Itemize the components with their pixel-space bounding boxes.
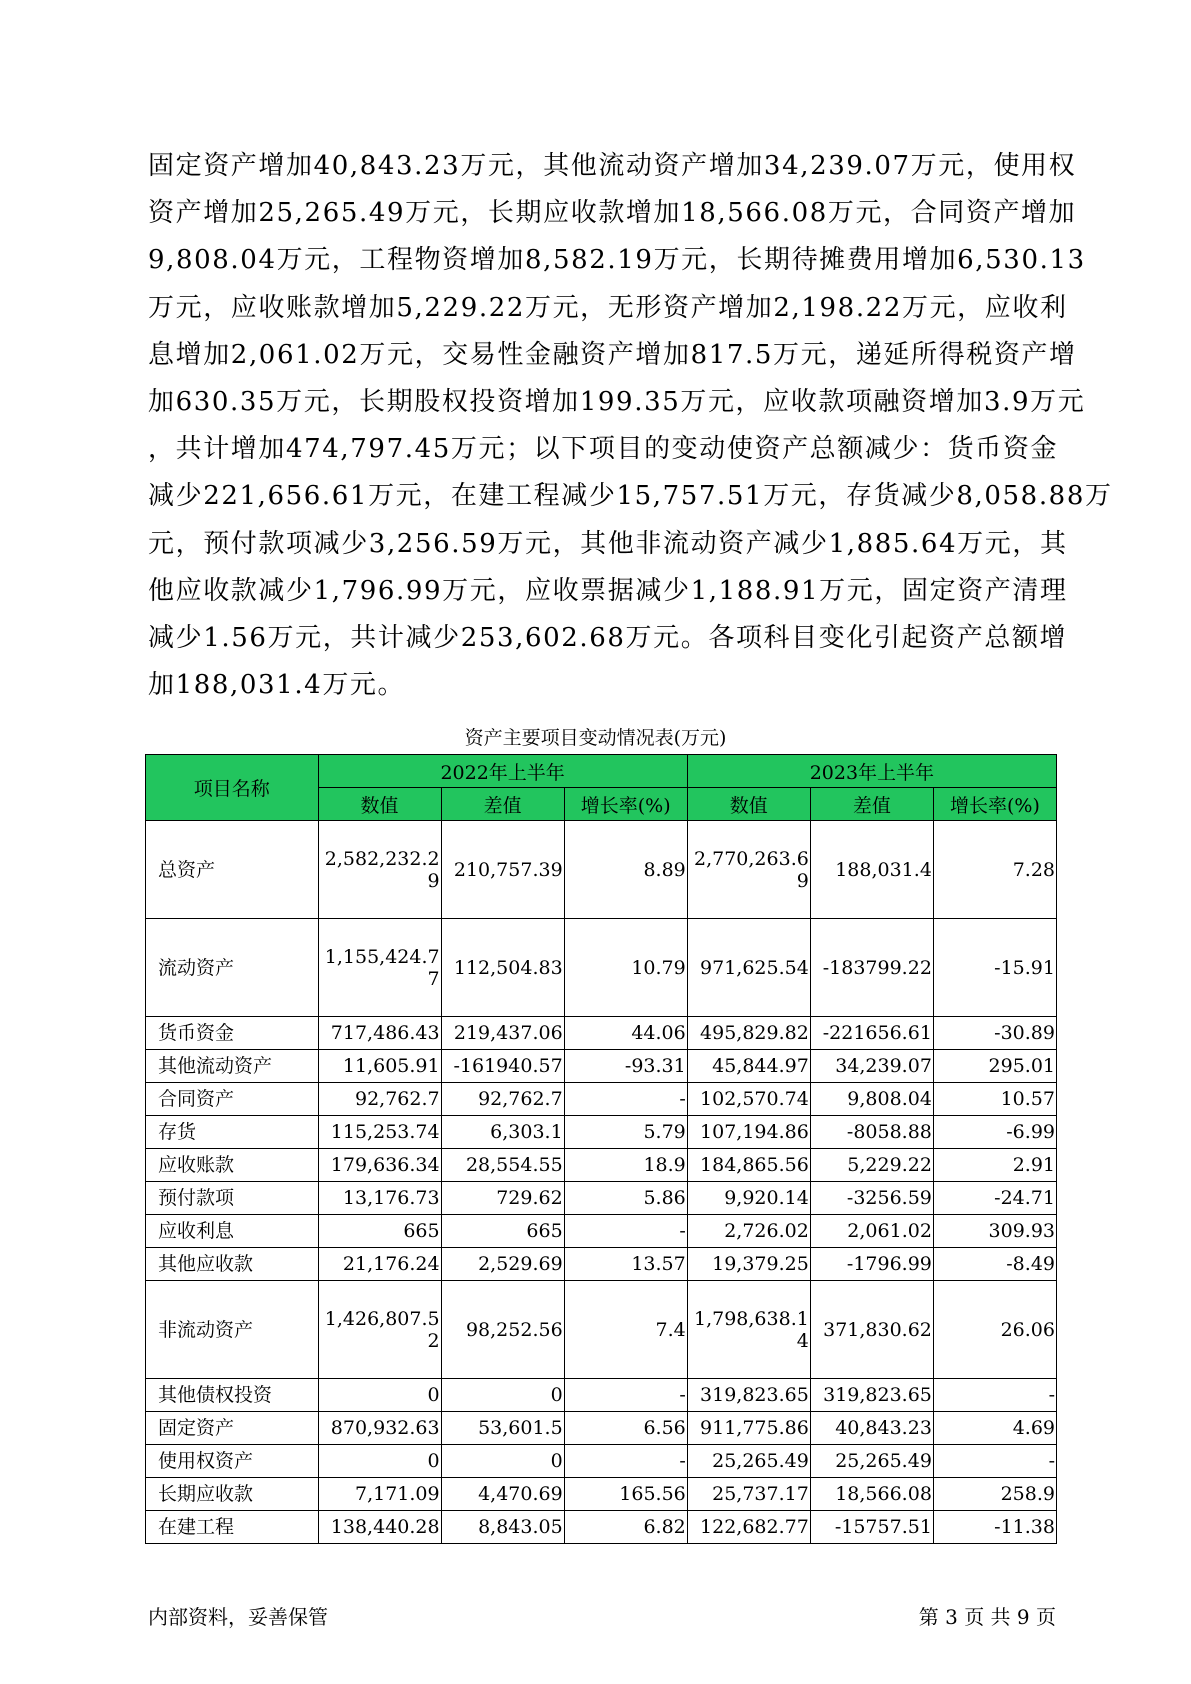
cell-value-2023: 319,823.65 — [687, 1379, 810, 1412]
table-row — [146, 1511, 1057, 1544]
row-item-name: 流动资产 — [146, 919, 319, 1017]
cell-growth-2022: - — [564, 1215, 687, 1248]
table-row — [146, 1083, 1057, 1116]
cell-diff-2022: 4,470.69 — [441, 1478, 564, 1511]
cell-diff-2022: 112,504.83 — [441, 919, 564, 1017]
cell-diff-2022: 2,529.69 — [441, 1248, 564, 1281]
cell-value-2022: 717,486.43 — [318, 1017, 441, 1050]
paragraph-line: 减少221,656.61万元，在建工程减少15,757.51万元，存货减少8,058.88万 — [148, 481, 1113, 512]
cell-value-2022: 179,636.34 — [318, 1149, 441, 1182]
cell-diff-2023: -221656.61 — [810, 1017, 933, 1050]
cell-growth-2022: - — [564, 1445, 687, 1478]
cell-growth-2022: 5.79 — [564, 1116, 687, 1149]
cell-value-2022: 92,762.7 — [318, 1083, 441, 1116]
cell-value-2022: 115,253.74 — [318, 1116, 441, 1149]
cell-diff-2023: 371,830.62 — [810, 1281, 933, 1379]
row-item-name: 存货 — [146, 1116, 319, 1149]
cell-growth-2022: 165.56 — [564, 1478, 687, 1511]
header-growth-2022: 增长率(%) — [564, 788, 687, 821]
header-item-name: 项目名称 — [146, 755, 319, 821]
paragraph-line: 息增加2,061.02万元，交易性金融资产增加817.5万元，递延所得税资产增 — [148, 339, 1077, 370]
table-row — [146, 1445, 1057, 1478]
cell-diff-2022: 98,252.56 — [441, 1281, 564, 1379]
cell-diff-2023: -3256.59 — [810, 1182, 933, 1215]
cell-value-2022: 1,155,424.77 — [318, 919, 441, 1017]
table-row — [146, 1281, 1057, 1379]
cell-value-2022: 2,582,232.29 — [318, 821, 441, 919]
cell-value-2023: 102,570.74 — [687, 1083, 810, 1116]
cell-diff-2023: 2,061.02 — [810, 1215, 933, 1248]
cell-growth-2023: 309.93 — [933, 1215, 1056, 1248]
cell-value-2023: 971,625.54 — [687, 919, 810, 1017]
cell-growth-2023: 26.06 — [933, 1281, 1056, 1379]
table-row — [146, 1116, 1057, 1149]
row-item-name: 长期应收款 — [146, 1478, 319, 1511]
table-row — [146, 1215, 1057, 1248]
cell-value-2023: 911,775.86 — [687, 1412, 810, 1445]
cell-diff-2022: 28,554.55 — [441, 1149, 564, 1182]
cell-value-2022: 0 — [318, 1379, 441, 1412]
table-header-row-group — [146, 755, 1057, 788]
cell-growth-2022: 8.89 — [564, 821, 687, 919]
cell-diff-2022: 0 — [441, 1379, 564, 1412]
cell-diff-2022: 210,757.39 — [441, 821, 564, 919]
cell-diff-2023: 188,031.4 — [810, 821, 933, 919]
cell-diff-2022: 92,762.7 — [441, 1083, 564, 1116]
cell-growth-2022: 10.79 — [564, 919, 687, 1017]
row-item-name: 非流动资产 — [146, 1281, 319, 1379]
cell-value-2023: 1,798,638.14 — [687, 1281, 810, 1379]
cell-diff-2022: -161940.57 — [441, 1050, 564, 1083]
row-item-name: 其他流动资产 — [146, 1050, 319, 1083]
paragraph-line: 万元，应收账款增加5,229.22万元，无形资产增加2,198.22万元，应收利 — [148, 292, 1068, 323]
header-diff-2023: 差值 — [810, 788, 933, 821]
cell-diff-2023: 34,239.07 — [810, 1050, 933, 1083]
paragraph-line: 固定资产增加40,843.23万元，其他流动资产增加34,239.07万元，使用权 — [148, 151, 1077, 181]
table-row — [146, 1478, 1057, 1511]
cell-value-2023: 25,737.17 — [687, 1478, 810, 1511]
cell-growth-2023: 295.01 — [933, 1050, 1056, 1083]
cell-value-2022: 665 — [318, 1215, 441, 1248]
header-diff-2022: 差值 — [441, 788, 564, 821]
cell-growth-2022: 44.06 — [564, 1017, 687, 1050]
paragraph-line: 减少1.56万元，共计减少253,602.68万元。各项科目变化引起资产总额增 — [148, 623, 1068, 654]
paragraph-line: 加630.35万元，长期股权投资增加199.35万元，应收款项融资增加3.9万元 — [148, 387, 1086, 418]
cell-growth-2022: 5.86 — [564, 1182, 687, 1215]
cell-value-2023: 45,844.97 — [687, 1050, 810, 1083]
cell-value-2022: 138,440.28 — [318, 1511, 441, 1544]
header-growth-2023: 增长率(%) — [933, 788, 1056, 821]
cell-value-2022: 11,605.91 — [318, 1050, 441, 1083]
row-item-name: 其他应收款 — [146, 1248, 319, 1281]
cell-diff-2023: 5,229.22 — [810, 1149, 933, 1182]
cell-diff-2023: 18,566.08 — [810, 1478, 933, 1511]
cell-value-2022: 21,176.24 — [318, 1248, 441, 1281]
row-item-name: 固定资产 — [146, 1412, 319, 1445]
cell-value-2023: 2,770,263.69 — [687, 821, 810, 919]
cell-growth-2023: - — [933, 1445, 1056, 1478]
cell-growth-2023: -15.91 — [933, 919, 1056, 1017]
cell-growth-2023: 2.91 — [933, 1149, 1056, 1182]
row-item-name: 货币资金 — [146, 1017, 319, 1050]
cell-value-2023: 122,682.77 — [687, 1511, 810, 1544]
cell-growth-2023: -6.99 — [933, 1116, 1056, 1149]
row-item-name: 其他债权投资 — [146, 1379, 319, 1412]
cell-diff-2022: 665 — [441, 1215, 564, 1248]
cell-value-2022: 870,932.63 — [318, 1412, 441, 1445]
cell-growth-2023: 4.69 — [933, 1412, 1056, 1445]
cell-value-2023: 9,920.14 — [687, 1182, 810, 1215]
table-row — [146, 1050, 1057, 1083]
header-value-2023: 数值 — [687, 788, 810, 821]
cell-growth-2022: 7.4 — [564, 1281, 687, 1379]
table-row — [146, 1149, 1057, 1182]
body-paragraph — [148, 143, 1113, 709]
cell-diff-2022: 0 — [441, 1445, 564, 1478]
cell-diff-2023: 9,808.04 — [810, 1083, 933, 1116]
paragraph-line: 元，预付款项减少3,256.59万元，其他非流动资产减少1,885.64万元，其 — [148, 528, 1068, 559]
cell-diff-2022: 729.62 — [441, 1182, 564, 1215]
cell-diff-2023: -183799.22 — [810, 919, 933, 1017]
cell-value-2022: 1,426,807.52 — [318, 1281, 441, 1379]
row-item-name: 应收账款 — [146, 1149, 319, 1182]
cell-growth-2023: -24.71 — [933, 1182, 1056, 1215]
cell-growth-2022: - — [564, 1379, 687, 1412]
cell-growth-2023: -30.89 — [933, 1017, 1056, 1050]
table-row — [146, 1017, 1057, 1050]
table-row — [146, 1248, 1057, 1281]
cell-growth-2022: 13.57 — [564, 1248, 687, 1281]
cell-diff-2022: 6,303.1 — [441, 1116, 564, 1149]
footer-confidential-note: 内部资料，妥善保管 — [148, 1605, 328, 1629]
paragraph-line: 他应收款减少1,796.99万元，应收票据减少1,188.91万元，固定资产清理 — [148, 575, 1068, 606]
row-item-name: 总资产 — [146, 821, 319, 919]
cell-growth-2022: 18.9 — [564, 1149, 687, 1182]
cell-growth-2023: 258.9 — [933, 1478, 1056, 1511]
cell-diff-2023: -1796.99 — [810, 1248, 933, 1281]
paragraph-line: 9,808.04万元，工程物资增加8,582.19万元，长期待摊费用增加6,530.13 — [148, 245, 1086, 276]
cell-diff-2023: 319,823.65 — [810, 1379, 933, 1412]
cell-diff-2023: -15757.51 — [810, 1511, 933, 1544]
cell-growth-2023: - — [933, 1379, 1056, 1412]
cell-growth-2023: -11.38 — [933, 1511, 1056, 1544]
cell-growth-2022: -93.31 — [564, 1050, 687, 1083]
row-item-name: 使用权资产 — [146, 1445, 319, 1478]
cell-growth-2023: 7.28 — [933, 821, 1056, 919]
cell-diff-2022: 8,843.05 — [441, 1511, 564, 1544]
cell-value-2023: 2,726.02 — [687, 1215, 810, 1248]
cell-diff-2023: -8058.88 — [810, 1116, 933, 1149]
cell-growth-2022: - — [564, 1083, 687, 1116]
cell-value-2023: 107,194.86 — [687, 1116, 810, 1149]
row-item-name: 应收利息 — [146, 1215, 319, 1248]
asset-changes-table — [145, 754, 1057, 1544]
cell-value-2023: 25,265.49 — [687, 1445, 810, 1478]
row-item-name: 合同资产 — [146, 1083, 319, 1116]
paragraph-line: 资产增加25,265.49万元，长期应收款增加18,566.08万元，合同资产增加 — [148, 198, 1077, 229]
table-row — [146, 1412, 1057, 1445]
cell-diff-2022: 53,601.5 — [441, 1412, 564, 1445]
cell-diff-2022: 219,437.06 — [441, 1017, 564, 1050]
cell-growth-2023: -8.49 — [933, 1248, 1056, 1281]
cell-value-2022: 0 — [318, 1445, 441, 1478]
cell-value-2023: 19,379.25 — [687, 1248, 810, 1281]
cell-value-2022: 13,176.73 — [318, 1182, 441, 1215]
cell-diff-2023: 40,843.23 — [810, 1412, 933, 1445]
cell-value-2022: 7,171.09 — [318, 1478, 441, 1511]
table-row — [146, 821, 1057, 919]
cell-value-2023: 184,865.56 — [687, 1149, 810, 1182]
table-row — [146, 1379, 1057, 1412]
cell-value-2023: 495,829.82 — [687, 1017, 810, 1050]
cell-growth-2023: 10.57 — [933, 1083, 1056, 1116]
cell-growth-2022: 6.56 — [564, 1412, 687, 1445]
footer-page-number: 第 3 页 共 9 页 — [918, 1605, 1056, 1629]
header-value-2022: 数值 — [318, 788, 441, 821]
row-item-name: 预付款项 — [146, 1182, 319, 1215]
paragraph-line: ，共计增加474,797.45万元；以下项目的变动使资产总额减少：货币资金 — [148, 434, 1059, 465]
cell-diff-2023: 25,265.49 — [810, 1445, 933, 1478]
table-caption: 资产主要项目变动情况表(万元) — [464, 727, 727, 749]
header-2023-h1: 2023年上半年 — [687, 755, 1056, 788]
table-row — [146, 1182, 1057, 1215]
table-row — [146, 919, 1057, 1017]
row-item-name: 在建工程 — [146, 1511, 319, 1544]
paragraph-line: 加188,031.4万元。 — [148, 670, 406, 701]
header-2022-h1: 2022年上半年 — [318, 755, 687, 788]
cell-growth-2022: 6.82 — [564, 1511, 687, 1544]
